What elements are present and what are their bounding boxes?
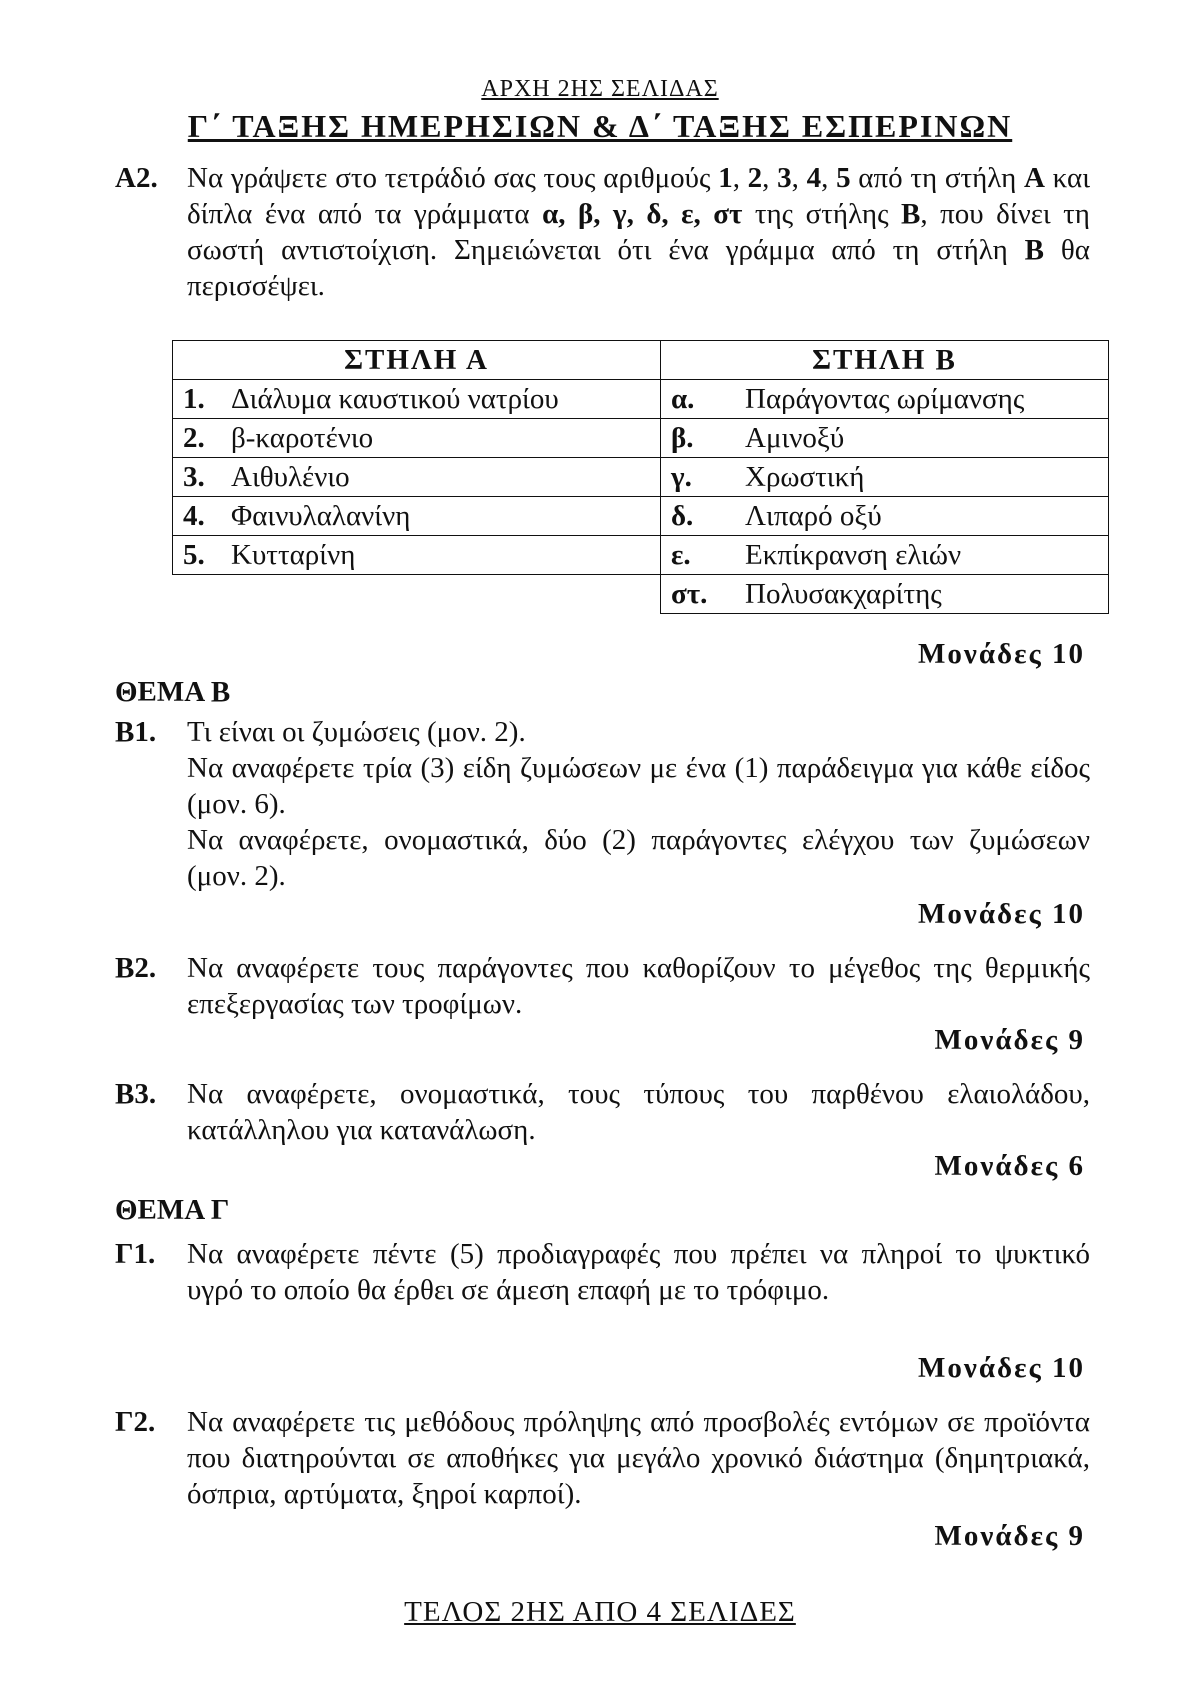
page-end-footer: ΤΕΛΟΣ 2ΗΣ ΑΠΟ 4 ΣΕΛΙΔΕΣ [404, 1596, 796, 1628]
question-c2 [115, 1404, 1090, 1512]
column-b-item: στ. Πολυσακχαρίτης [661, 575, 1109, 614]
column-b-item: ε. Εκπίκρανση ελιών [661, 536, 1109, 575]
column-b-item: γ. Χρωστική [661, 458, 1109, 497]
column-a-item: 1. Διάλυμα καυστικού νατρίου [173, 380, 661, 419]
marks-b1: Μονάδες 10 [918, 898, 1085, 930]
empty-cell [173, 575, 661, 614]
question-a2 [115, 160, 1090, 304]
question-text: Να αναφέρετε πέντε (5) προδιαγραφές που πρέπει να πληροί το ψυκτικό υγρό το οποίο θα έρθει σε άμεση επαφή με το τρόφιμο. [187, 1238, 1090, 1306]
theme-b-title: ΘΕΜΑ Β [115, 676, 231, 708]
column-b-header: ΣΤΗΛΗ Β [661, 341, 1109, 380]
question-b3 [115, 1076, 1090, 1148]
column-b-item: δ. Λιπαρό οξύ [661, 497, 1109, 536]
column-a-header: ΣΤΗΛΗ Α [173, 341, 661, 380]
marks-c2: Μονάδες 9 [934, 1520, 1085, 1552]
question-number: Α2. [115, 162, 158, 194]
page-start-header: ΑΡΧΗ 2ΗΣ ΣΕΛΙΔΑΣ [481, 76, 719, 102]
exam-title: Γ΄ ΤΑΞΗΣ ΗΜΕΡΗΣΙΩΝ & Δ΄ ΤΑΞΗΣ ΕΣΠΕΡΙΝΩΝ [187, 108, 1013, 144]
question-number: Γ1. [115, 1238, 156, 1270]
column-a-item: 4. Φαινυλαλανίνη [173, 497, 661, 536]
question-text: Να αναφέρετε, ονομαστικά, τους τύπους του παρθένου ελαιολάδου, κατάλληλου για κατανάλωση. [187, 1078, 1090, 1146]
question-b1 [115, 714, 1090, 894]
marks-c1: Μονάδες 10 [918, 1352, 1085, 1384]
question-text: Τι είναι οι ζυμώσεις (μον. 2). Να αναφέρετε τρία (3) είδη ζυμώσεων με ένα (1) παράδειγμα για κάθε είδος (μον. 6). Να αναφέρετε, ονομαστικά, δύο (2) παράγοντες ελέγχου των ζυμώσεων (μον. 2). [187, 716, 1090, 892]
marks-a2: Μονάδες 10 [918, 638, 1085, 670]
question-text: Να αναφέρετε τις μεθόδους πρόληψης από προσβολές εντόμων σε προϊόντα που διατηρούνται σε αποθήκες για μεγάλο χρονικό διάστημα (δημητριακά, όσπρια, αρτύματα, ξηροί καρποί). [187, 1406, 1090, 1510]
question-text: Να γράψετε στο τετράδιό σας τους αριθμούς 1, 2, 3, 4, 5 από τη στήλη Α και δίπλα ένα από τα γράμματα α, β, γ, δ, ε, στ της στήλης Β, που δίνει τη σωστή αντιστοίχιση. Σημειώνεται ότι ένα γράμμα από τη στήλη Β θα περισσέψει. [187, 162, 1091, 302]
question-number: Β3. [115, 1078, 157, 1110]
column-b-item: β. Αμινοξύ [661, 419, 1109, 458]
matching-table [172, 340, 1109, 614]
question-number: Β2. [115, 952, 157, 984]
question-c1 [115, 1236, 1090, 1308]
column-a-item: 3. Αιθυλένιο [173, 458, 661, 497]
marks-b3: Μονάδες 6 [934, 1150, 1085, 1182]
question-b2 [115, 950, 1090, 1022]
theme-c-title: ΘΕΜΑ Γ [115, 1194, 230, 1226]
marks-b2: Μονάδες 9 [934, 1024, 1085, 1056]
column-a-item: 5. Κυτταρίνη [173, 536, 661, 575]
question-text: Να αναφέρετε τους παράγοντες που καθορίζουν το μέγεθος της θερμικής επεξεργασίας των τροφίμων. [187, 952, 1090, 1020]
question-number: Γ2. [115, 1406, 156, 1438]
column-a-item: 2. β-καροτένιο [173, 419, 661, 458]
question-number: Β1. [115, 716, 157, 748]
column-b-item: α. Παράγοντας ωρίμανσης [661, 380, 1109, 419]
